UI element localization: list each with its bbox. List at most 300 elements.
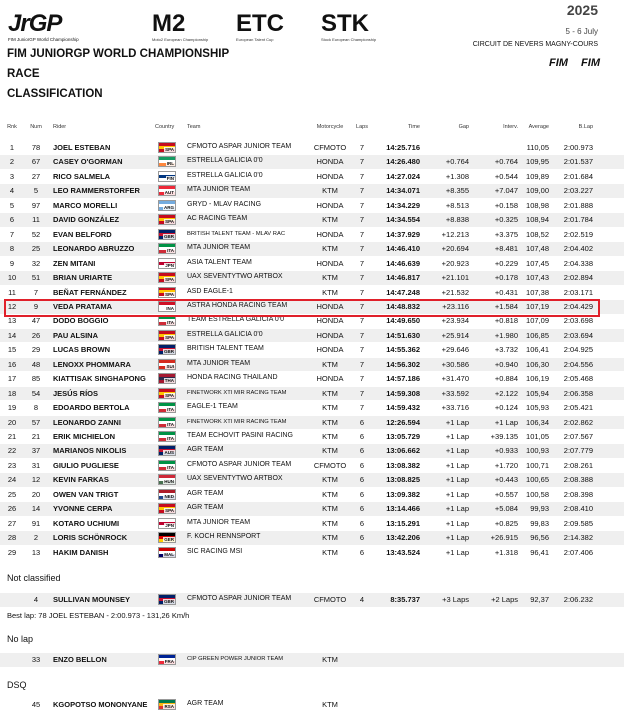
interval-cell: +0.818	[494, 316, 518, 326]
country-code: SPA	[165, 508, 174, 514]
average-cell: 101,05	[526, 432, 549, 441]
country-code: FIN	[166, 175, 174, 181]
country-flag	[158, 200, 176, 211]
country-code: ITA	[167, 464, 174, 470]
team-cell: AGR TEAM	[187, 489, 224, 497]
rider-cell: LORIS SCHÖNROCK	[53, 533, 128, 543]
best-lap-cell: 2:08.398	[563, 489, 593, 499]
country-code: INA	[166, 305, 174, 311]
country-code: ITA	[167, 320, 174, 326]
rider-cell: BEÑAT FERNÁNDEZ	[53, 287, 127, 297]
number-cell: 7	[33, 287, 39, 297]
average-cell: 106,85	[526, 330, 549, 340]
number-cell: 4	[33, 595, 39, 604]
time-cell: 13:05.729	[386, 432, 420, 441]
laps-cell: 7	[359, 330, 365, 340]
rank-cell: 22	[7, 446, 17, 456]
col-motorcycle: Motorcycle	[316, 124, 344, 130]
motorcycle-cell: KTM	[322, 186, 338, 196]
rank-cell: 9	[9, 258, 15, 268]
country-flag	[158, 243, 176, 254]
country-code: NED	[164, 493, 174, 499]
time-cell: 14:37.929	[386, 229, 420, 239]
number-cell: 11	[32, 215, 40, 225]
country-flag	[158, 547, 176, 558]
best-lap-cell: 2:03.171	[563, 287, 593, 297]
average-cell: 108,94	[526, 215, 549, 225]
circuit-name: CIRCUIT DE NEVERS MAGNY-COURS	[472, 41, 598, 48]
team-cell: AGR TEAM	[187, 446, 224, 454]
rider-cell: LEO RAMMERSTORFER	[53, 186, 140, 196]
laps-cell: 7	[359, 157, 365, 167]
interval-cell: +1.318	[494, 547, 518, 557]
country-code: ITA	[167, 407, 174, 413]
number-cell: 85	[31, 374, 41, 384]
table-row	[0, 546, 624, 560]
country-flag	[158, 532, 176, 543]
rider-cell: JOEL ESTEBAN	[53, 143, 111, 152]
interval-cell: +0.443	[494, 475, 518, 485]
time-cell: 12:26.594	[386, 417, 420, 427]
team-cell: ESTRELLA GALICIA 0'0	[187, 171, 263, 179]
team-cell: AGR TEAM	[187, 700, 224, 707]
best-lap-cell: 2:02.519	[563, 229, 593, 239]
country-flag	[158, 330, 176, 341]
time-cell: 14:26.480	[386, 157, 420, 167]
best-lap-cell: 2:00.973	[563, 143, 593, 152]
laps-cell: 7	[359, 186, 365, 196]
rider-cell: VEDA PRATAMA	[53, 301, 113, 311]
country-flag	[158, 185, 176, 196]
country-flag	[158, 171, 176, 182]
interval-cell: +2 Laps	[491, 595, 518, 604]
best-lap-cell: 2:03.227	[563, 186, 593, 196]
laps-cell: 7	[359, 345, 365, 355]
laps-cell: 4	[359, 595, 365, 604]
motorcycle-cell: HONDA	[316, 374, 344, 384]
rider-cell: EVAN BELFORD	[53, 229, 112, 239]
number-cell: 8	[33, 403, 39, 413]
rank-cell: 24	[7, 475, 17, 485]
table-row	[0, 502, 624, 516]
table-row	[0, 184, 624, 198]
time-cell: 14:48.832	[386, 301, 420, 311]
table-header	[0, 124, 624, 134]
average-cell: 109,00	[526, 186, 549, 196]
time-cell: 13:15.291	[386, 518, 420, 528]
rank-cell: 21	[7, 432, 17, 441]
team-cell: FINETWORK XTI MIR RACING TEAM	[187, 418, 287, 425]
interval-cell: +0.325	[494, 215, 518, 225]
country-flag	[158, 287, 176, 298]
interval-cell: +7.047	[494, 186, 518, 196]
gap-cell: +3 Laps	[442, 595, 469, 604]
rank-cell: 7	[9, 229, 15, 239]
table-row	[0, 531, 624, 545]
time-cell: 14:27.024	[386, 171, 420, 181]
country-flag	[158, 156, 176, 167]
interval-cell: +0.431	[494, 287, 518, 297]
country-code: ITA	[167, 248, 174, 254]
country-flag	[158, 594, 176, 605]
best-lap-cell: 2:05.468	[563, 374, 593, 384]
country-code: RSA	[164, 704, 174, 709]
gap-cell: +1 Lap	[445, 547, 469, 557]
time-cell: 14:25.716	[386, 143, 420, 152]
interval-cell: +39.135	[490, 432, 518, 441]
team-cell: ESTRELLA GALICIA 0'0	[187, 330, 263, 338]
table-row	[0, 358, 624, 372]
best-lap-cell: 2:03.694	[563, 330, 593, 340]
rank-cell: 16	[7, 359, 17, 369]
country-code: GBR	[164, 599, 174, 604]
gap-cell: +29.646	[441, 345, 469, 355]
team-cell: CFMOTO ASPAR JUNIOR TEAM	[187, 143, 292, 150]
interval-cell: +1.980	[494, 330, 518, 340]
best-lap-cell: 2:01.684	[563, 171, 593, 181]
rank-cell: 6	[9, 215, 15, 225]
country-code: SPA	[165, 277, 174, 283]
col-country: Country	[155, 124, 175, 130]
m2-logo: M2 Moto2 European Championship	[152, 10, 209, 42]
stk-logo: STK Stock European Championship	[321, 10, 377, 42]
gap-cell: +20.923	[441, 258, 469, 268]
laps-cell: 7	[359, 229, 365, 239]
time-cell: 14:46.639	[386, 258, 420, 268]
best-lap-note: Best lap: 78 JOEL ESTEBAN - 2:00.973 - 131,26 Km/h	[7, 611, 190, 620]
laps-cell: 7	[359, 258, 365, 268]
laps-cell: 6	[359, 518, 365, 528]
rank-cell: 28	[7, 533, 17, 543]
average-cell: 105,93	[526, 403, 549, 413]
rider-cell: LEONARDO ABRUZZO	[53, 244, 135, 254]
table-row	[0, 286, 624, 300]
country-flag	[158, 489, 176, 500]
gap-cell: +1.308	[445, 171, 469, 181]
motorcycle-cell: KTM	[322, 417, 338, 427]
fim-logo: FIM	[581, 57, 600, 69]
laps-cell: 7	[359, 374, 365, 384]
number-cell: 21	[31, 432, 41, 441]
laps-cell: 6	[359, 460, 365, 470]
country-flag	[158, 229, 176, 240]
time-cell: 14:34.229	[386, 200, 420, 210]
team-cell: TEAM ESTRELLA GALICIA 0'0	[187, 316, 285, 324]
gap-cell: +25.914	[441, 330, 469, 340]
rider-cell: LUCAS BROWN	[53, 345, 111, 355]
gap-cell: +20.694	[441, 244, 469, 254]
event-dates: 5 - 6 July	[565, 27, 598, 36]
col-blap: B.Lap	[578, 124, 593, 130]
table-row	[0, 473, 624, 487]
average-cell: 108,52	[526, 229, 549, 239]
interval-cell: +0.764	[494, 157, 518, 167]
rank-cell: 2	[9, 157, 15, 167]
rank-cell: 27	[7, 518, 17, 528]
best-lap-cell: 2:05.421	[563, 403, 593, 413]
rider-cell: YVONNE CERPA	[53, 504, 113, 514]
rider-cell: SULLIVAN MOUNSEY	[53, 595, 130, 604]
country-flag	[158, 518, 176, 529]
time-cell: 13:43.524	[386, 547, 420, 557]
table-row	[0, 271, 624, 285]
average-cell: 107,48	[526, 244, 549, 254]
country-code: ARG	[164, 204, 174, 210]
number-cell: 51	[31, 273, 41, 283]
country-flag	[158, 344, 176, 355]
time-cell: 14:56.302	[386, 359, 420, 369]
col-team: Team	[187, 124, 201, 130]
average-cell: 109,95	[526, 157, 549, 167]
table-row	[0, 213, 624, 227]
number-cell: 26	[31, 330, 41, 340]
motorcycle-cell: KTM	[322, 388, 338, 398]
gap-cell: +8.838	[445, 215, 469, 225]
gap-cell: +1 Lap	[445, 432, 469, 441]
gap-cell: +33.592	[441, 388, 469, 398]
rider-cell: KOTARO UCHIUMI	[53, 518, 120, 528]
rider-cell: BRIAN URIARTE	[53, 273, 113, 283]
number-cell: 57	[31, 417, 41, 427]
country-flag	[158, 474, 176, 485]
average-cell: 109,89	[526, 171, 549, 181]
motorcycle-cell: KTM	[322, 533, 338, 543]
gap-cell: +8.355	[445, 186, 469, 196]
table-row	[0, 372, 624, 386]
etc-logo: ETC European Talent Cup	[236, 10, 284, 42]
country-flag	[158, 431, 176, 442]
country-code: SPA	[165, 291, 174, 297]
table-row	[0, 444, 624, 458]
laps-cell: 7	[359, 359, 365, 369]
team-cell: CIP GREEN POWER JUNIOR TEAM	[187, 656, 284, 662]
jrgp-logo: JrGP FIM JuniorGP World Championship	[8, 10, 79, 42]
best-lap-cell: 2:06.358	[563, 388, 593, 398]
best-lap-cell: 2:08.388	[563, 475, 593, 485]
team-cell: EAGLE-1 TEAM	[187, 403, 238, 411]
motorcycle-cell: KTM	[322, 655, 338, 664]
col-interv: Interv.	[503, 124, 518, 130]
time-cell: 14:34.554	[386, 215, 420, 225]
number-cell: 67	[31, 157, 41, 167]
team-cell: AGR TEAM	[187, 504, 224, 512]
best-lap-cell: 2:08.410	[563, 504, 593, 514]
best-lap-cell: 2:04.338	[563, 258, 593, 268]
motorcycle-cell: KTM	[322, 273, 338, 283]
team-cell: ASD EAGLE-1	[187, 287, 233, 295]
average-cell: 107,38	[526, 287, 549, 297]
average-cell: 105,94	[526, 388, 549, 398]
team-cell: CFMOTO ASPAR JUNIOR TEAM	[187, 595, 292, 602]
rank-cell: 29	[7, 547, 17, 557]
col-num: Num	[30, 124, 42, 130]
number-cell: 91	[31, 518, 41, 528]
time-cell: 14:47.248	[386, 287, 420, 297]
average-cell: 107,19	[526, 301, 549, 311]
country-flag	[158, 214, 176, 225]
rank-cell: 1	[9, 143, 15, 152]
average-cell: 106,34	[526, 417, 549, 427]
time-cell: 14:55.362	[386, 345, 420, 355]
rider-cell: DODO BOGGIO	[53, 316, 109, 326]
time-cell: 14:51.630	[386, 330, 420, 340]
rank-cell: 8	[9, 244, 15, 254]
time-cell: 14:49.650	[386, 316, 420, 326]
rank-cell: 5	[9, 200, 15, 210]
number-cell: 32	[31, 258, 41, 268]
rider-cell: DAVID GONZÁLEZ	[53, 215, 120, 225]
rider-cell: OWEN VAN TRIGT	[53, 489, 119, 499]
number-cell: 9	[33, 301, 39, 311]
average-cell: 96,41	[530, 547, 549, 557]
best-lap-cell: 2:07.406	[563, 547, 593, 557]
table-row	[0, 257, 624, 271]
laps-cell: 7	[359, 215, 365, 225]
country-code: JPN	[165, 522, 174, 528]
number-cell: 27	[31, 171, 41, 181]
number-cell: 14	[31, 504, 41, 514]
average-cell: 100,71	[526, 460, 549, 470]
laps-cell: 6	[359, 417, 365, 427]
motorcycle-cell: HONDA	[316, 345, 344, 355]
rider-cell: ZEN MITANI	[53, 258, 96, 268]
average-cell: 108,98	[526, 200, 549, 210]
laps-cell: 7	[359, 200, 365, 210]
table-row	[0, 698, 624, 712]
country-code: SPA	[165, 219, 174, 225]
laps-cell: 6	[359, 432, 365, 441]
best-lap-cell: 2:08.261	[563, 460, 593, 470]
country-flag	[158, 654, 176, 665]
number-cell: 5	[33, 186, 39, 196]
rider-cell: HAKIM DANISH	[53, 547, 109, 557]
table-row	[0, 141, 624, 155]
average-cell: 107,43	[526, 273, 549, 283]
interval-cell: +0.178	[494, 273, 518, 283]
table-row	[0, 343, 624, 357]
laps-cell: 7	[359, 301, 365, 311]
number-cell: 13	[31, 547, 41, 557]
laps-cell: 6	[359, 547, 365, 557]
col-gap: Gap	[458, 124, 469, 130]
best-lap-cell: 2:07.567	[563, 432, 593, 441]
table-row	[0, 517, 624, 531]
rank-cell: 10	[7, 273, 17, 283]
best-lap-cell: 2:09.585	[563, 518, 593, 528]
country-flag	[158, 359, 176, 370]
gap-cell: +1 Lap	[445, 504, 469, 514]
time-cell: 14:46.817	[386, 273, 420, 283]
country-flag	[158, 402, 176, 413]
motorcycle-cell: HONDA	[316, 200, 344, 210]
interval-cell: +26.915	[490, 533, 518, 543]
fim-logo: FIM	[549, 57, 568, 69]
rank-cell: 12	[7, 301, 17, 311]
laps-cell: 7	[359, 403, 365, 413]
average-cell: 106,41	[526, 345, 549, 355]
country-code: GBR	[164, 233, 174, 239]
motorcycle-cell: KTM	[322, 215, 338, 225]
laps-cell: 6	[359, 533, 365, 543]
average-cell: 106,30	[526, 359, 549, 369]
col-average: Average	[528, 124, 549, 130]
laps-cell: 7	[359, 316, 365, 326]
country-code: ITA	[167, 436, 174, 441]
rank-cell: 3	[9, 171, 15, 181]
motorcycle-cell: KTM	[322, 547, 338, 557]
interval-cell: +3.732	[494, 345, 518, 355]
gap-cell: +23.934	[441, 316, 469, 326]
average-cell: 100,65	[526, 475, 549, 485]
motorcycle-cell: KTM	[322, 518, 338, 528]
best-lap-cell: 2:04.556	[563, 359, 593, 369]
motorcycle-cell: CFMOTO	[313, 460, 347, 470]
table-row	[0, 401, 624, 415]
col-rider: Rider	[53, 124, 67, 130]
gap-cell: +1 Lap	[445, 417, 469, 427]
rider-cell: GIULIO PUGLIESE	[53, 460, 119, 470]
time-cell: 13:09.382	[386, 489, 420, 499]
gap-cell: +1 Lap	[445, 475, 469, 485]
table-row	[0, 488, 624, 502]
table-row	[0, 170, 624, 184]
table-row	[0, 416, 624, 430]
rider-cell: KIATTISAK SINGHAPONG	[53, 374, 146, 384]
gap-cell: +30.586	[441, 359, 469, 369]
table-row	[0, 228, 624, 242]
number-cell: 97	[31, 200, 41, 210]
rank-cell: 19	[7, 403, 17, 413]
number-cell: 45	[31, 700, 41, 709]
average-cell: 110,05	[526, 143, 549, 152]
country-code: AUT	[164, 190, 174, 196]
country-code: ITA	[167, 421, 174, 427]
season-year: 2025	[566, 2, 598, 18]
country-code: AUS	[164, 450, 174, 456]
table-row	[0, 387, 624, 401]
table-row	[0, 430, 624, 444]
number-cell: 48	[31, 359, 41, 369]
table-row	[0, 242, 624, 256]
gap-cell: +21.101	[441, 273, 469, 283]
average-cell: 92,37	[530, 595, 549, 604]
number-cell: 12	[31, 475, 41, 485]
average-cell: 100,58	[526, 489, 549, 499]
average-cell: 99,83	[530, 518, 549, 528]
col-time: Time	[407, 124, 420, 130]
highlight-box	[4, 299, 600, 317]
interval-cell: +1 Lap	[494, 417, 518, 427]
motorcycle-cell: KTM	[322, 287, 338, 297]
best-lap-cell: 2:01.888	[563, 200, 593, 210]
team-cell: ESTRELLA GALICIA 0'0	[187, 157, 263, 165]
country-flag	[158, 417, 176, 428]
country-code: FRA	[164, 659, 174, 664]
rider-cell: KGOPOTSO MONONYANE	[53, 700, 148, 709]
country-flag	[158, 445, 176, 456]
best-lap-cell: 2:06.232	[563, 595, 593, 604]
interval-cell: +0.124	[494, 403, 518, 413]
table-row	[0, 459, 624, 473]
rank-cell: 20	[7, 417, 17, 427]
time-cell: 14:59.308	[386, 388, 420, 398]
col-laps: Laps	[356, 124, 368, 130]
laps-cell: 7	[359, 244, 365, 254]
rider-cell: LENOXX PHOMMARA	[53, 359, 131, 369]
gap-cell: +12.213	[441, 229, 469, 239]
best-lap-cell: 2:14.382	[563, 533, 593, 543]
rider-cell: LEONARDO ZANNI	[53, 417, 121, 427]
